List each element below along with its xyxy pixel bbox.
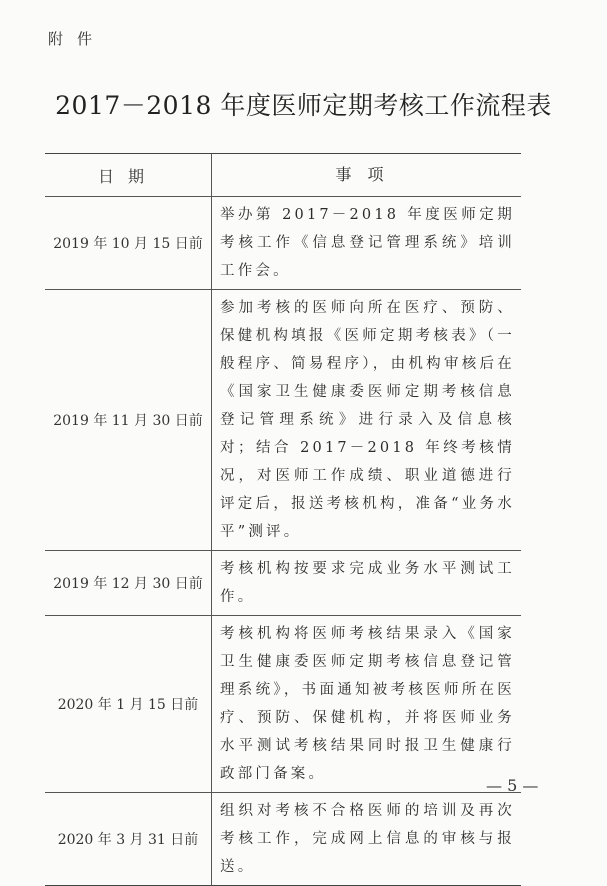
row-date: 2020 年 1 月 15 日前 <box>45 616 212 793</box>
column-header-date: 日期 <box>45 154 212 197</box>
table-row <box>45 616 521 793</box>
row-item: 考核机构将医师考核结果录入《国家卫生健康委医师定期考核信息登记管理系统》，书面通知被考核医师所在医疗、预防、保健机构，并将医师业务水平测试考核结果同时报卫生健康行政部门备案。 <box>212 616 522 793</box>
row-date: 2019 年 12 月 30 日前 <box>45 551 212 616</box>
row-date: 2019 年 10 月 15 日前 <box>45 197 212 290</box>
attachment-label: 附件 <box>48 30 107 48</box>
workflow-table <box>45 153 521 886</box>
table-row <box>45 290 521 551</box>
table-header-row <box>45 154 521 197</box>
table-row <box>45 551 521 616</box>
row-item: 考核机构按要求完成业务水平测试工作。 <box>212 551 522 616</box>
column-header-item: 事项 <box>212 154 522 197</box>
row-item: 参加考核的医师向所在医疗、预防、保健机构填报《医师定期考核表》（一般程序、简易程序），由机构审核后在《国家卫生健康委医师定期考核信息登记管理系统》进行录入及信息核对；结合 2017－2018 年终考核情况，对医师工作成绩、职业道德进行评定后，报送考核机构，准备“业务水平”测评。 <box>212 290 522 551</box>
page-number: — 5 — <box>486 776 539 795</box>
table-row <box>45 197 521 290</box>
row-item: 组织对考核不合格医师的培训及再次考核工作，完成网上信息的审核与报送。 <box>212 793 522 886</box>
row-date: 2019 年 11 月 30 日前 <box>45 290 212 551</box>
page-title: 2017－2018 年度医师定期考核工作流程表 <box>55 91 552 120</box>
row-item: 举办第 2017－2018 年度医师定期考核工作《信息登记管理系统》培训工作会。 <box>212 197 522 290</box>
table-row <box>45 793 521 886</box>
row-date: 2020 年 3 月 31 日前 <box>45 793 212 886</box>
